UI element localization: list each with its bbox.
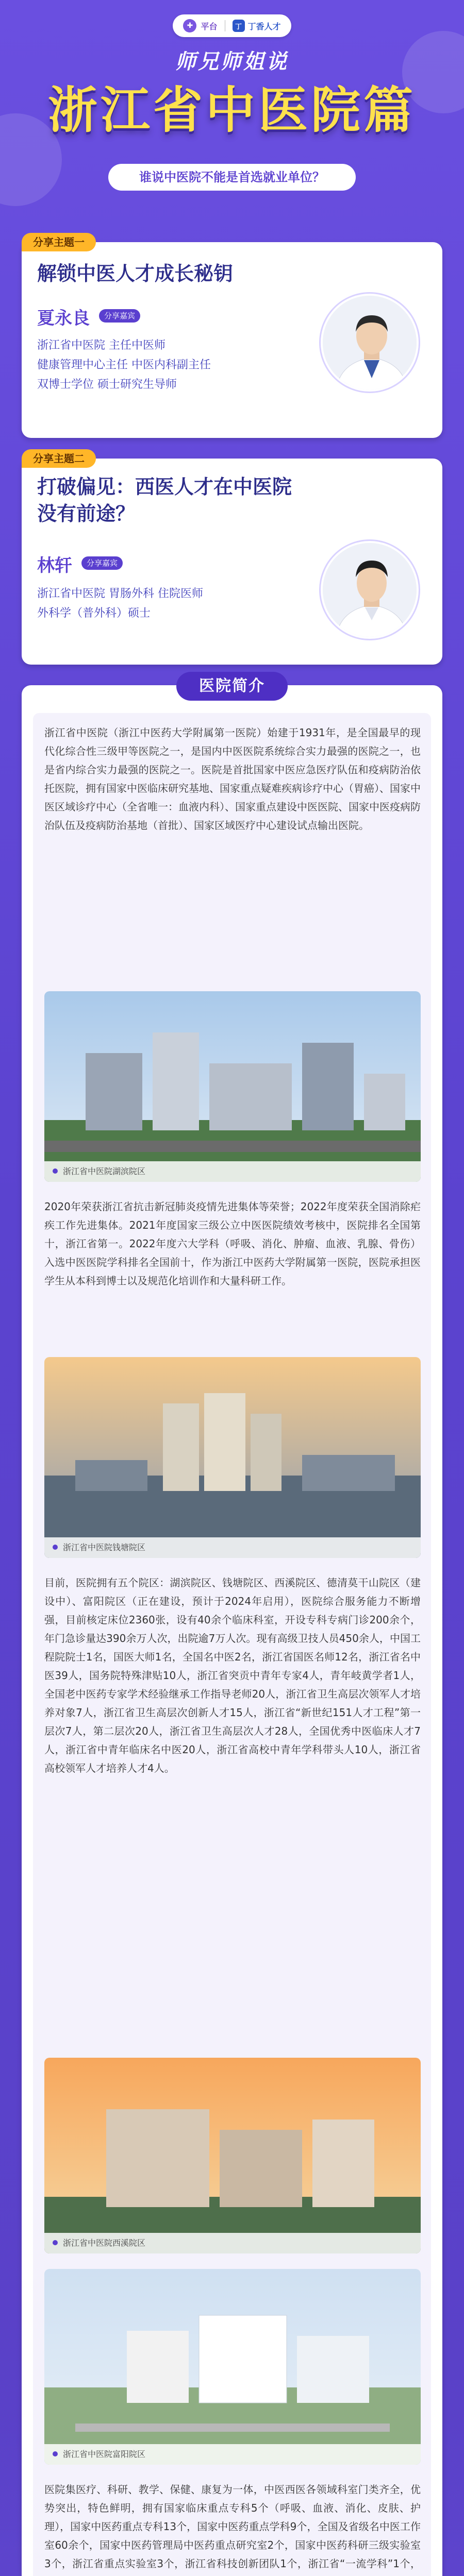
campus-photo-fuyang <box>44 2269 421 2465</box>
topic-tag: 分享主题一 <box>22 233 96 251</box>
speaker-photo <box>321 541 419 639</box>
dxy-logo-text: 丁香人才 <box>247 21 281 31</box>
campus-photo-qiantang <box>44 1357 421 1558</box>
hero-header <box>0 0 464 227</box>
photo-caption: 浙江省中医院钱塘院区 <box>44 1537 421 1558</box>
speaker-title-line: 双博士学位 硕士研究生导师 <box>37 378 177 391</box>
speaker-title-line: 健康管理中心主任 中医内科副主任 <box>37 359 211 371</box>
speaker-title-line: 外科学（普外科）硕士 <box>37 607 151 620</box>
topic-title: 解锁中医人才成长秘钥 <box>37 262 234 285</box>
topic-tag: 分享主题二 <box>22 449 96 468</box>
speaker-name: 林轩 <box>37 555 72 576</box>
dxy-logo <box>233 20 281 32</box>
intro-paragraph: 医院集医疗、科研、教学、保健、康复为一体，中医西医各领域科室门类齐全，优势突出，特色鲜明，拥有国家临床重点专科5个（呼吸、血液、消化、皮肤、护理），国家中医药重点专科13个，国家中医药重点学科9个，全国及省级名中医工作室60余个，国家中医药管理局中医药重点研究室2个，国家中医药科研三级实验室3个，浙江省重点实验室3个，浙江省科技创新团队1个，浙江省“一流学科”1个， <box>44 2483 421 2570</box>
campus-photo-xixi <box>44 2058 421 2253</box>
dxy-logo-icon: 丁 <box>233 20 245 32</box>
photo-caption: 浙江省中医院富阳院区 <box>44 2444 421 2465</box>
partner-logo-icon: ✚ <box>183 19 196 32</box>
speaker-photo <box>321 294 419 392</box>
intro-content <box>33 713 431 2576</box>
speaker-badge: 分享嘉宾 <box>99 309 140 323</box>
campus-photo-hubin <box>44 991 421 1182</box>
speaker-title-line: 浙江省中医院 主任中医师 <box>37 339 165 352</box>
speaker-name: 夏永良 <box>37 308 90 329</box>
speaker-title-line: 浙江省中医院 胃肠外科 住院医师 <box>37 587 203 600</box>
speaker-card-2 <box>22 452 442 665</box>
page-title: 浙江省中医院篇 <box>48 81 416 139</box>
intro-paragraph: 2020年荣获浙江省抗击新冠肺炎疫情先进集体等荣誉；2022年度荣获全国消除疟疾工作先进集体。2021年度国家三级公立中医医院绩效考核中，医院排名全国第十，浙江省第一。2022年度六大学科（呼吸、消化、肿瘤、血液、乳腺、骨伤）入选中医医院学科排名全国前十，作为浙江中医药大学附属第一医院，医院承担医学生从本科到博士以及规范化培训作和大量科研工作。 <box>44 1200 421 1287</box>
speaker-card-1 <box>22 236 442 438</box>
section-heading: 医院简介 <box>176 672 288 701</box>
intro-paragraph: 浙江省中医院（浙江中医药大学附属第一医院）始建于1931年，是全国最早的现代化综合性三级甲等医院之一，是国内中医医院系统综合实力最强的医院之一，也是省内综合实力最强的医院之一。医院是首批国家中医应急医疗队伍和疫病防治依托医院，拥有国家中医临床研究基地、国家重点疑难疾病诊疗中心（胃癌）、国家中医区域诊疗中心（全省唯一：血液内科）、国家重点建设中医医院、国家中医疫病防治队伍及疫病防治基地（首批）、国家区域医疗中心建设试点输出医院。 <box>44 726 421 832</box>
photo-caption: 浙江省中医院湖滨院区 <box>44 1161 421 1182</box>
partner-logo <box>183 19 217 32</box>
topic-title-line-2: 没有前途？ <box>37 502 136 525</box>
photo-caption: 浙江省中医院西溪院区 <box>44 2233 421 2253</box>
logo-bar <box>0 14 464 37</box>
speaker-badge: 分享嘉宾 <box>81 556 123 570</box>
kicker-text: 师兄师姐说 <box>175 50 289 74</box>
hospital-intro-section <box>22 677 442 2576</box>
logo-pill <box>173 14 291 37</box>
subtitle-pill: 谁说中医院不能是首选就业单位？ <box>108 164 356 191</box>
intro-paragraph: 目前，医院拥有五个院区：湖滨院区、钱塘院区、西溪院区、德清莫干山院区（建设中）、富阳院区（正在建设，预计于2024年启用），医院综合服务能力不断增强，目前核定床位2360张，设有40余个临床科室，开设专科专病门诊200余个，年门急诊量达390余万人次，出院逾7万人次。现有高级卫技人员450余人，中国工程院院士1名，国医大师1名，全国名中医2名，浙江省国医名师12名，浙江省名中医39人，国务院特殊津贴10人，浙江省突贡中青年专家4人，青年岐黄学者1人，全国老中医药专家学术经验继承工作指导老师20人，浙江省卫生高层次领军人才培养对象7人，浙江省卫生高层次创新人才15人，浙江省“新世纪151人才工程”第一层次7人，第二层次20人，浙江省卫生高层次人才28人，全国优秀中医临床人才7人，浙江省中青年临床名中医20人，浙江省高校中青年学科带头人10人，浙江省高校领军人才培养人才4人。 <box>44 1577 421 1774</box>
partner-logo-text: 平台 <box>201 21 218 31</box>
topic-title-line-1: 打破偏见：西医人才在中医院 <box>37 476 292 498</box>
